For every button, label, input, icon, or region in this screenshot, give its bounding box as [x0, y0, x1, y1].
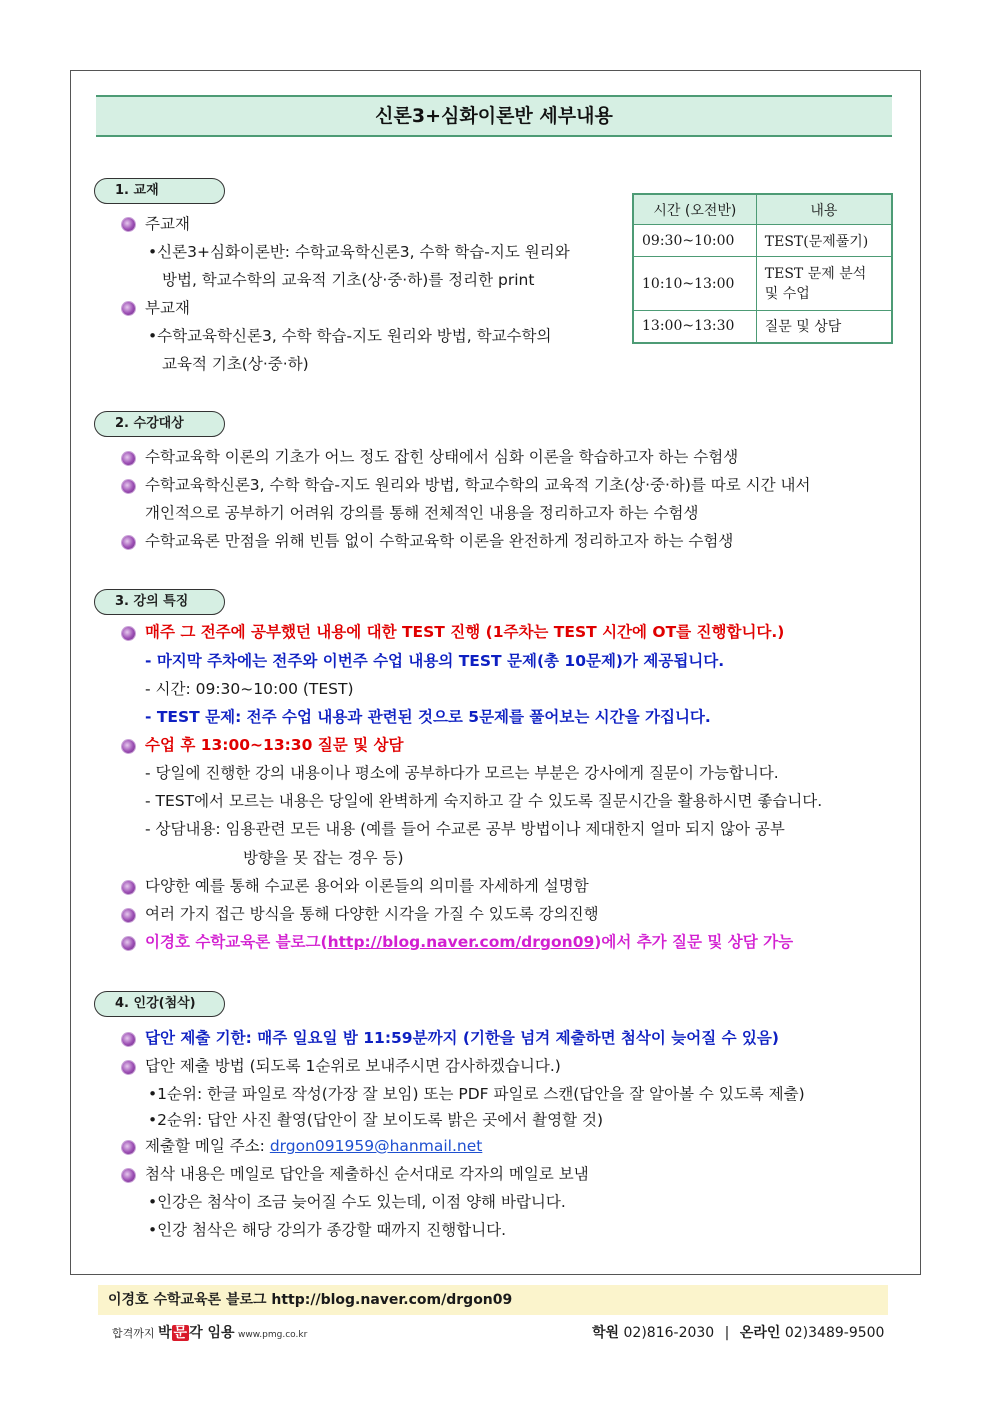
blog-text-post: )에서 추가 질문 및 상담 가능	[594, 933, 794, 951]
main-textbook-line-1: •신론3+심화이론반: 수학교육학신론3, 수학 학습-지도 원리와	[148, 243, 570, 261]
feature-qna-line-3a: - 상담내용: 임용관련 모든 내용 (예를 들어 수교론 공부 방법이나 제대한지 얼마 되지 않아 공부	[145, 820, 785, 838]
email-label: 제출할 메일 주소:	[145, 1137, 270, 1155]
logo-url: www.pmg.co.kr	[238, 1330, 308, 1340]
online-label: 온라인	[739, 1325, 781, 1341]
bullet-icon	[122, 1061, 135, 1074]
blog-text-pre: 이경호 수학교육론 블로그(	[145, 933, 328, 951]
section-1-header: 1. 교재	[94, 178, 225, 204]
schedule-content: 질문 및 상담	[756, 311, 892, 343]
sub-textbook-line-1: •수학교육학신론3, 수학 학습-지도 원리와 방법, 학교수학의	[148, 327, 552, 345]
logo-brand	[158, 1325, 235, 1341]
schedule-time: 10:10~13:00	[633, 257, 756, 311]
bullet-icon	[122, 740, 135, 753]
publisher-logo	[112, 1322, 307, 1342]
feature-qna-line-2: - TEST에서 모르는 내용은 당일에 완벽하게 숙지하고 갈 수 있도록 질문시간을 활용하시면 좋습니다.	[145, 792, 823, 810]
academy-phone: 02)816-2030	[623, 1325, 715, 1341]
main-textbook-line-2: 방법, 학교수학의 교육적 기초(상·중·하)를 정리한 print	[162, 271, 535, 289]
submission-email	[145, 1136, 482, 1156]
email-link[interactable]: drgon091959@hanmail.net	[269, 1137, 483, 1155]
bullet-icon	[122, 218, 135, 231]
contact-separator: |	[724, 1325, 730, 1341]
schedule-header-time: 시간 (오전반)	[633, 194, 756, 225]
feature-qna-line-3b: 방향을 못 잡는 경우 등)	[243, 849, 404, 867]
feature-approaches: 여러 가지 접근 방식을 통해 다양한 시각을 가질 수 있도록 강의진행	[145, 905, 599, 923]
bullet-icon	[122, 1169, 135, 1182]
feature-test-time: - 시간: 09:30~10:00 (TEST)	[145, 680, 354, 698]
feature-test: 매주 그 전주에 공부했던 내용에 대한 TEST 진행 (1주차는 TEST 시간에 OT를 진행합니다.)	[145, 623, 785, 641]
target-line-2b: 개인적으로 공부하기 어려워 강의를 통해 전체적인 내용을 정리하고자 하는 수험생	[145, 504, 699, 522]
feature-qna: 수업 후 13:00~13:30 질문 및 상담	[145, 736, 404, 754]
bullet-icon	[122, 1141, 135, 1154]
schedule-time: 09:30~10:00	[633, 225, 756, 257]
sub-textbook-label: 부교재	[145, 299, 190, 317]
logo-brand-a: 박	[158, 1325, 172, 1341]
feature-examples: 다양한 예를 통해 수교론 용어와 이론들의 의미를 자세하게 설명함	[145, 877, 589, 895]
bullet-icon	[122, 909, 135, 922]
logo-brand-b: 문	[173, 1325, 188, 1341]
schedule-table	[632, 193, 893, 344]
correction-note-1: •인강은 첨삭이 조금 늦어질 수도 있는데, 이점 양해 바랍니다.	[148, 1193, 566, 1211]
target-line-2a: 수학교육학신론3, 수학 학습-지도 원리와 방법, 학교수학의 교육적 기초(상·중·하)를 따로 시간 내서	[145, 476, 811, 494]
target-line-1: 수학교육학 이론의 기초가 어느 정도 잡힌 상태에서 심화 이론을 학습하고자 하는 수험생	[145, 448, 739, 466]
bullet-icon	[122, 536, 135, 549]
academy-label: 학원	[592, 1325, 620, 1341]
bullet-icon	[122, 881, 135, 894]
main-textbook-label: 주교재	[145, 215, 190, 233]
bullet-icon	[122, 480, 135, 493]
logo-brand-c: 각	[189, 1325, 203, 1341]
schedule-content: TEST(문제풀기)	[756, 225, 892, 257]
contact-info	[592, 1322, 884, 1342]
submission-priority-1: •1순위: 한글 파일로 작성(가장 잘 보임) 또는 PDF 파일로 스캔(답안을 잘 알아볼 수 있도록 제출)	[148, 1085, 805, 1103]
submission-method: 답안 제출 방법 (되도록 1순위로 보내주시면 감사하겠습니다.)	[145, 1057, 561, 1075]
schedule-header-content: 내용	[756, 194, 892, 225]
submission-deadline: 답안 제출 기한: 매주 일요일 밤 11:59분까지 (기한을 넘겨 제출하면 첨삭이 늦어질 수 있음)	[145, 1029, 779, 1047]
logo-tagline: 합격까지	[112, 1327, 155, 1340]
correction-note-2: •인강 첨삭은 해당 강의가 종강할 때까지 진행합니다.	[148, 1221, 507, 1239]
section-4-header: 4. 인강(첨삭)	[94, 991, 225, 1017]
submission-priority-2: •2순위: 답안 사진 촬영(답안이 잘 보이도록 밝은 곳에서 촬영할 것)	[148, 1111, 603, 1129]
feature-test-last-week: - 마지막 주차에는 전주와 이번주 수업 내용의 TEST 문제(총 10문제)가 제공됩니다.	[145, 652, 725, 670]
feature-qna-line-1: - 당일에 진행한 강의 내용이나 평소에 공부하다가 모르는 부분은 강사에게 질문이 가능합니다.	[145, 764, 779, 782]
online-phone: 02)3489-9500	[784, 1325, 885, 1341]
correction-info: 첨삭 내용은 메일로 답안을 제출하신 순서대로 각자의 메일로 보냄	[145, 1165, 589, 1183]
page-title: 신론3+심화이론반 세부내용	[96, 95, 892, 137]
bullet-icon	[122, 627, 135, 640]
sub-textbook-line-2: 교육적 기초(상·중·하)	[162, 355, 309, 373]
feature-test-problems: - TEST 문제: 전주 수업 내용과 관련된 것으로 5문제를 풀어보는 시간을 가집니다.	[145, 708, 711, 726]
schedule-time: 13:00~13:30	[633, 311, 756, 343]
bullet-icon	[122, 937, 135, 950]
section-2-header: 2. 수강대상	[94, 411, 225, 437]
blog-link[interactable]: http://blog.naver.com/drgon09	[327, 933, 595, 951]
target-line-3: 수학교육론 만점을 위해 빈틈 없이 수학교육학 이론을 완전하게 정리하고자 하는 수험생	[145, 532, 734, 550]
footer-blog-banner: 이경호 수학교육론 블로그 http://blog.naver.com/drgon09	[98, 1285, 888, 1315]
bullet-icon	[122, 452, 135, 465]
bullet-icon	[122, 302, 135, 315]
section-3-header: 3. 강의 특징	[94, 589, 225, 615]
feature-blog	[145, 932, 793, 952]
bullet-icon	[122, 1033, 135, 1046]
logo-brand-d: 임용	[207, 1325, 235, 1341]
schedule-content: TEST 문제 분석 및 수업	[756, 257, 892, 311]
